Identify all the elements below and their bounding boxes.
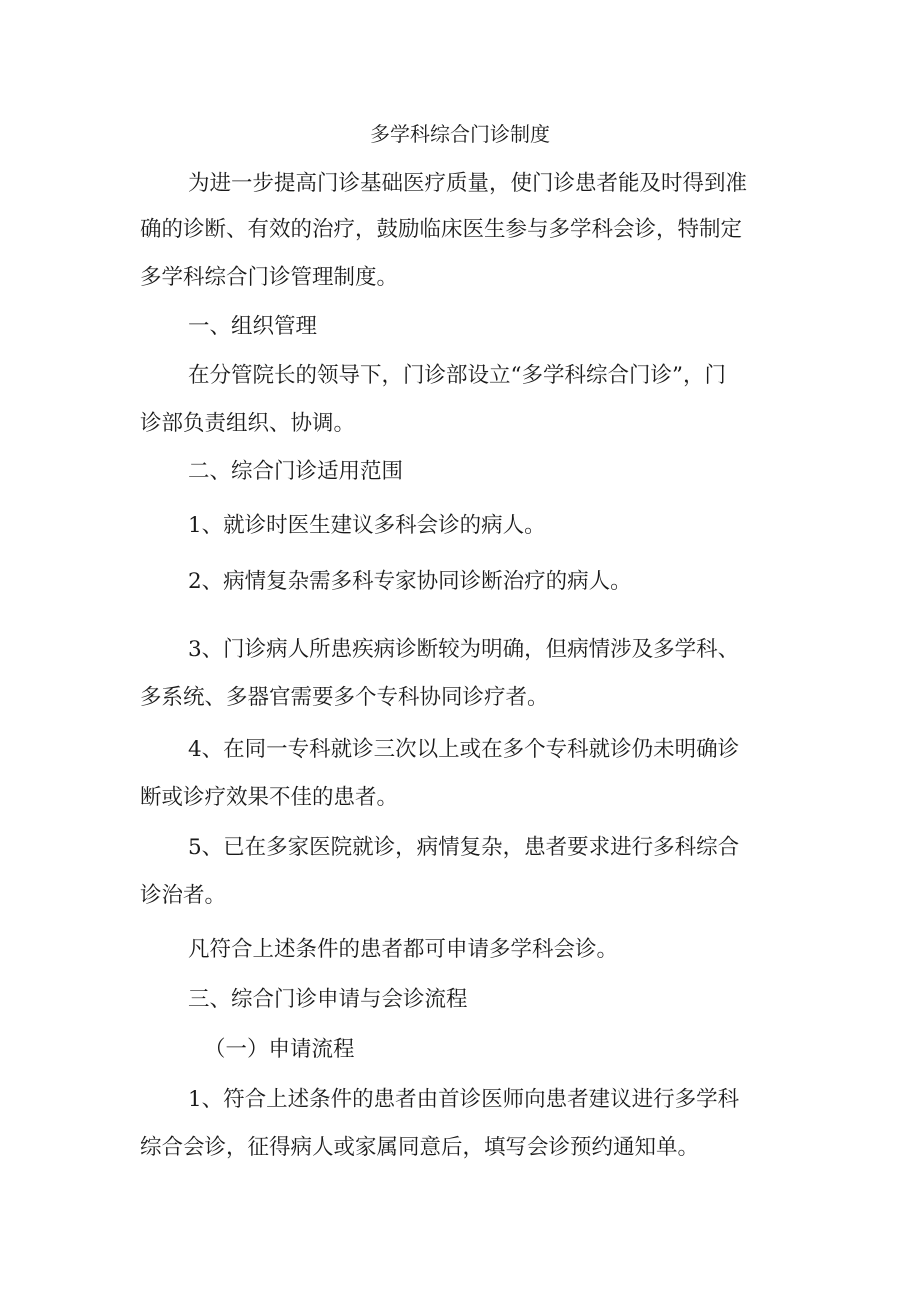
section-3-heading: 三、综合门诊申请与会诊流程 (188, 987, 468, 1012)
section-2-item-3-line-2: 多系统、多器官需要多个专科协同诊疗者。 (140, 685, 549, 710)
section-2-item-4-line-2: 断或诊疗效果不佳的患者。 (140, 785, 399, 810)
section-3-item-1-line-1: 1、符合上述条件的患者由首诊医师向患者建议进行多学科 (188, 1087, 740, 1112)
section-2-item-5-line-1: 5、已在多家医院就诊，病情复杂，患者要求进行多科综合 (188, 835, 740, 860)
section-2-item-3-line-1: 3、门诊病人所患疾病诊断较为明确，但病情涉及多学科、 (188, 637, 740, 662)
section-2-item-5-line-2: 诊治者。 (140, 883, 227, 908)
section-2-item-4-line-1: 4、在同一专科就诊三次以上或在多个专科就诊仍未明确诊 (188, 737, 740, 762)
section-2-summary: 凡符合上述条件的患者都可申请多学科会诊。 (188, 937, 619, 962)
section-1-heading: 一、组织管理 (188, 314, 318, 339)
section-1-line-1: 在分管院长的领导下，门诊部设立“多学科综合门诊”，门 (188, 363, 726, 388)
section-2-item-2: 2、病情复杂需多科专家协同诊断治疗的病人。 (188, 569, 632, 594)
section-1-line-2: 诊部负责组织、协调。 (140, 411, 356, 436)
intro-line-2: 确的诊断、有效的治疗，鼓励临床医生参与多学科会诊，特制定 (140, 217, 743, 242)
intro-line-3: 多学科综合门诊管理制度。 (140, 265, 399, 290)
section-3-subheading: （一）申请流程 (204, 1037, 355, 1062)
section-2-heading: 二、综合门诊适用范围 (188, 459, 404, 484)
section-2-item-1: 1、就诊时医生建议多科会诊的病人。 (188, 513, 546, 538)
document-title: 多学科综合门诊制度 (370, 122, 550, 146)
section-3-item-1-line-2: 综合会诊，征得病人或家属同意后，填写会诊预约通知单。 (140, 1135, 700, 1160)
intro-line-1: 为进一步提高门诊基础医疗质量，使门诊患者能及时得到准 (188, 171, 748, 196)
